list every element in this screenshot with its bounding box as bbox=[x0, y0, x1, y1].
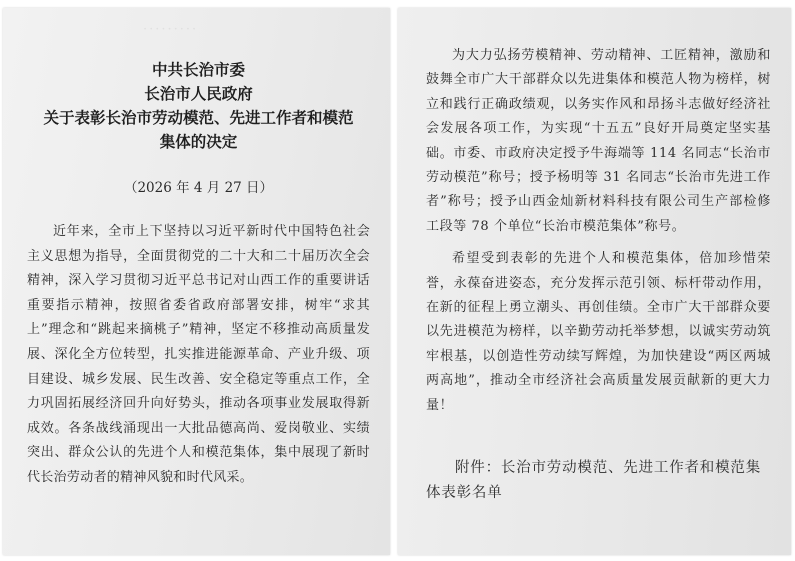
document-page-right bbox=[398, 8, 791, 555]
title-line-subject-2: 集体的决定 bbox=[159, 132, 238, 151]
bleed-through-text: ········· bbox=[143, 22, 199, 37]
right-body-paragraph-2: 希望受到表彰的先进个人和模范集体，倍加珍惜荣誉，永葆奋进姿态，充分发挥示范引领、标杆带动作用，在新的征程上勇立潮头、再创佳绩。全市广大干部群众要以先进模范为榜样，以辛勤劳动托举梦想，以诚实劳动筑牢根基，以创造性劳动续写辉煌，为加快建设“两区两城两高地”，推动全市经济社会高质量发展贡献新的更大力量！ bbox=[426, 251, 771, 413]
title-line-subject-1: 关于表彰长治市劳动模范、先进工作者和模范 bbox=[43, 108, 354, 127]
title-line-issuer-2: 长治市人民政府 bbox=[144, 84, 253, 103]
document-page-left bbox=[3, 8, 390, 555]
attachment-note: 附件：长治市劳动模范、先进工作者和模范集体表彰名单 bbox=[426, 460, 761, 502]
document-date: （2026 年 4 月 27 日） bbox=[123, 180, 274, 196]
right-body-paragraph-1: 为大力弘扬劳模精神、劳动精神、工匠精神，激励和鼓舞全市广大干部群众以先进集体和模范人物为榜样，树立和践行正确政绩观，以务实作风和昂扬斗志做好经济社会发展各项工作，为实现“十五五”良好开局奠定坚实基础。市委、市政府决定授予牛海端等 114 名同志“长治市劳动模范”称号；授予杨明等 31 名同志“长治市先进工作者”称号；授予山西金灿新材料科技有限公司生产部检修工段等 78 个单位“长治市模范集体”称号。 bbox=[426, 48, 771, 234]
document-title bbox=[27, 58, 370, 154]
title-line-issuer-1: 中共长治市委 bbox=[151, 60, 245, 79]
left-body-paragraph: 近年来，全市上下坚持以习近平新时代中国特色社会主义思想为指导，全面贯彻党的二十大和二十届历次全会精神，深入学习贯彻习近平总书记对山西工作的重要讲话重要指示精神，按照省委省政府部署安排，树牢“求其上”理念和“跳起来摘桃子”精神，坚定不移推动高质量发展、深化全方位转型，扎实推进能源革命、产业升级、项目建设、城乡发展、民生改善、安全稳定等重点工作，全力巩固拓展经济回升向好势头，推动各项事业发展取得新成效。各条战线涌现出一大批品德高尚、爱岗敬业、实绩突出、群众公认的先进个人和模范集体，集中展现了新时代长治劳动者的精神风貌和时代风采。 bbox=[27, 224, 370, 485]
